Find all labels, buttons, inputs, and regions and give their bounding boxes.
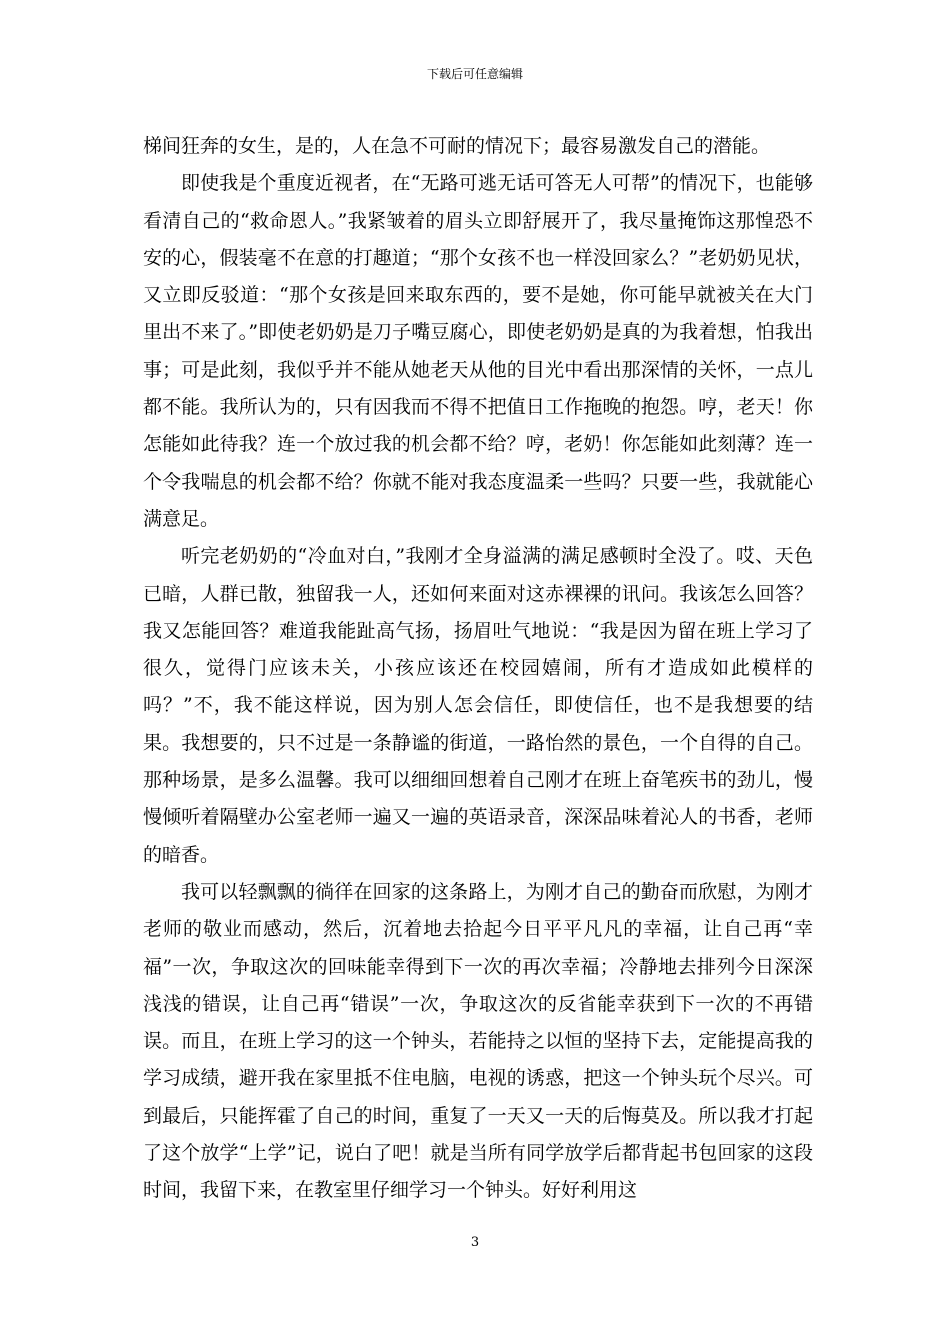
paragraph-continuation: 梯间狂奔的女生，是的，人在急不可耐的情况下；最容易激发自己的潜能。 — [143, 135, 771, 157]
paragraph: 听完老奶奶的“冷血对白，”我刚才全身溢满的满足感顿时全没了。哎、天色已暗，人群已散，独留我一人，还如何来面对这赤裸裸的讯问。我该怎么回答？我又怎能回答？难道我能趾高气扬，扬眉吐气地说：“我是因为留在班上学习了很久，觉得门应该未关，小孩应该还在校园嬉闹，所有才造成如此模样的吗？”不，我不能这样说，因为别人怎会信任，即使信任，也不是我想要的结果。我想要的，只不过是一条静谧的街道，一路怡然的景色，一个自得的自己。那种场景，是多么温馨。我可以细细回想着自己刚才在班上奋笔疾书的劲儿，慢慢倾听着隔壁办公室老师一遍又一遍的英语录音，深深品味着沁人的书香，老师的暗香。 — [143, 545, 813, 866]
page-header: 下载后可任意编辑 — [426, 67, 523, 81]
paragraph: 即使我是个重度近视者，在“无路可逃无话可答无人可帮”的情况下，也能够看清自己的“救命恩人。”我紧皱着的眉头立即舒展开了，我尽量掩饰这那惶恐不安的心，假装毫不在意的打趣道；“那个女孩不也一样没回家么？”老奶奶见状，又立即反驳道：“那个女孩是回来取东西的，要不是她，你可能早就被关在大门里出不来了。”即使老奶奶是刀子嘴豆腐心，即使老奶奶是真的为我着想，怕我出事；可是此刻，我似乎并不能从她老天从他的目光中看出那深情的关怀，一点儿都不能。我所认为的，只有因我而不得不把值日工作拖晚的抱怨。哼，老天！你怎能如此待我？连一个放过我的机会都不给？哼，老奶！你怎能如此刻薄？连一个令我喘息的机会都不给？你就不能对我态度温柔一些吗？只要一些，我就能心满意足。 — [143, 172, 813, 530]
page-number: 3 — [470, 1235, 480, 1250]
paragraph: 我可以轻飘飘的徜徉在回家的这条路上，为刚才自己的勤奋而欣慰，为刚才老师的敬业而感动，然后，沉着地去拾起今日平平凡凡的幸福，让自己再“幸福”一次，争取这次的回味能幸得到下一次的再次幸福；冷静地去排列今日深深浅浅的错误，让自己再“错误”一次，争取这次的反省能幸获到下一次的不再错误。而且，在班上学习的这一个钟头，若能持之以恒的坚持下去，定能提高我的学习成绩，避开我在家里抵不住电脑，电视的诱惑，把这一个钟头玩个尽兴。可到最后，只能挥霍了自己的时间，重复了一天又一天的后悔莫及。所以我才打起了这个放学“上学”记，说白了吧！就是当所有同学放学后都背起书包回家的这段时间，我留下来，在教室里仔细学习一个钟头。好好利用这 — [143, 880, 813, 1202]
document-body — [143, 128, 813, 1210]
